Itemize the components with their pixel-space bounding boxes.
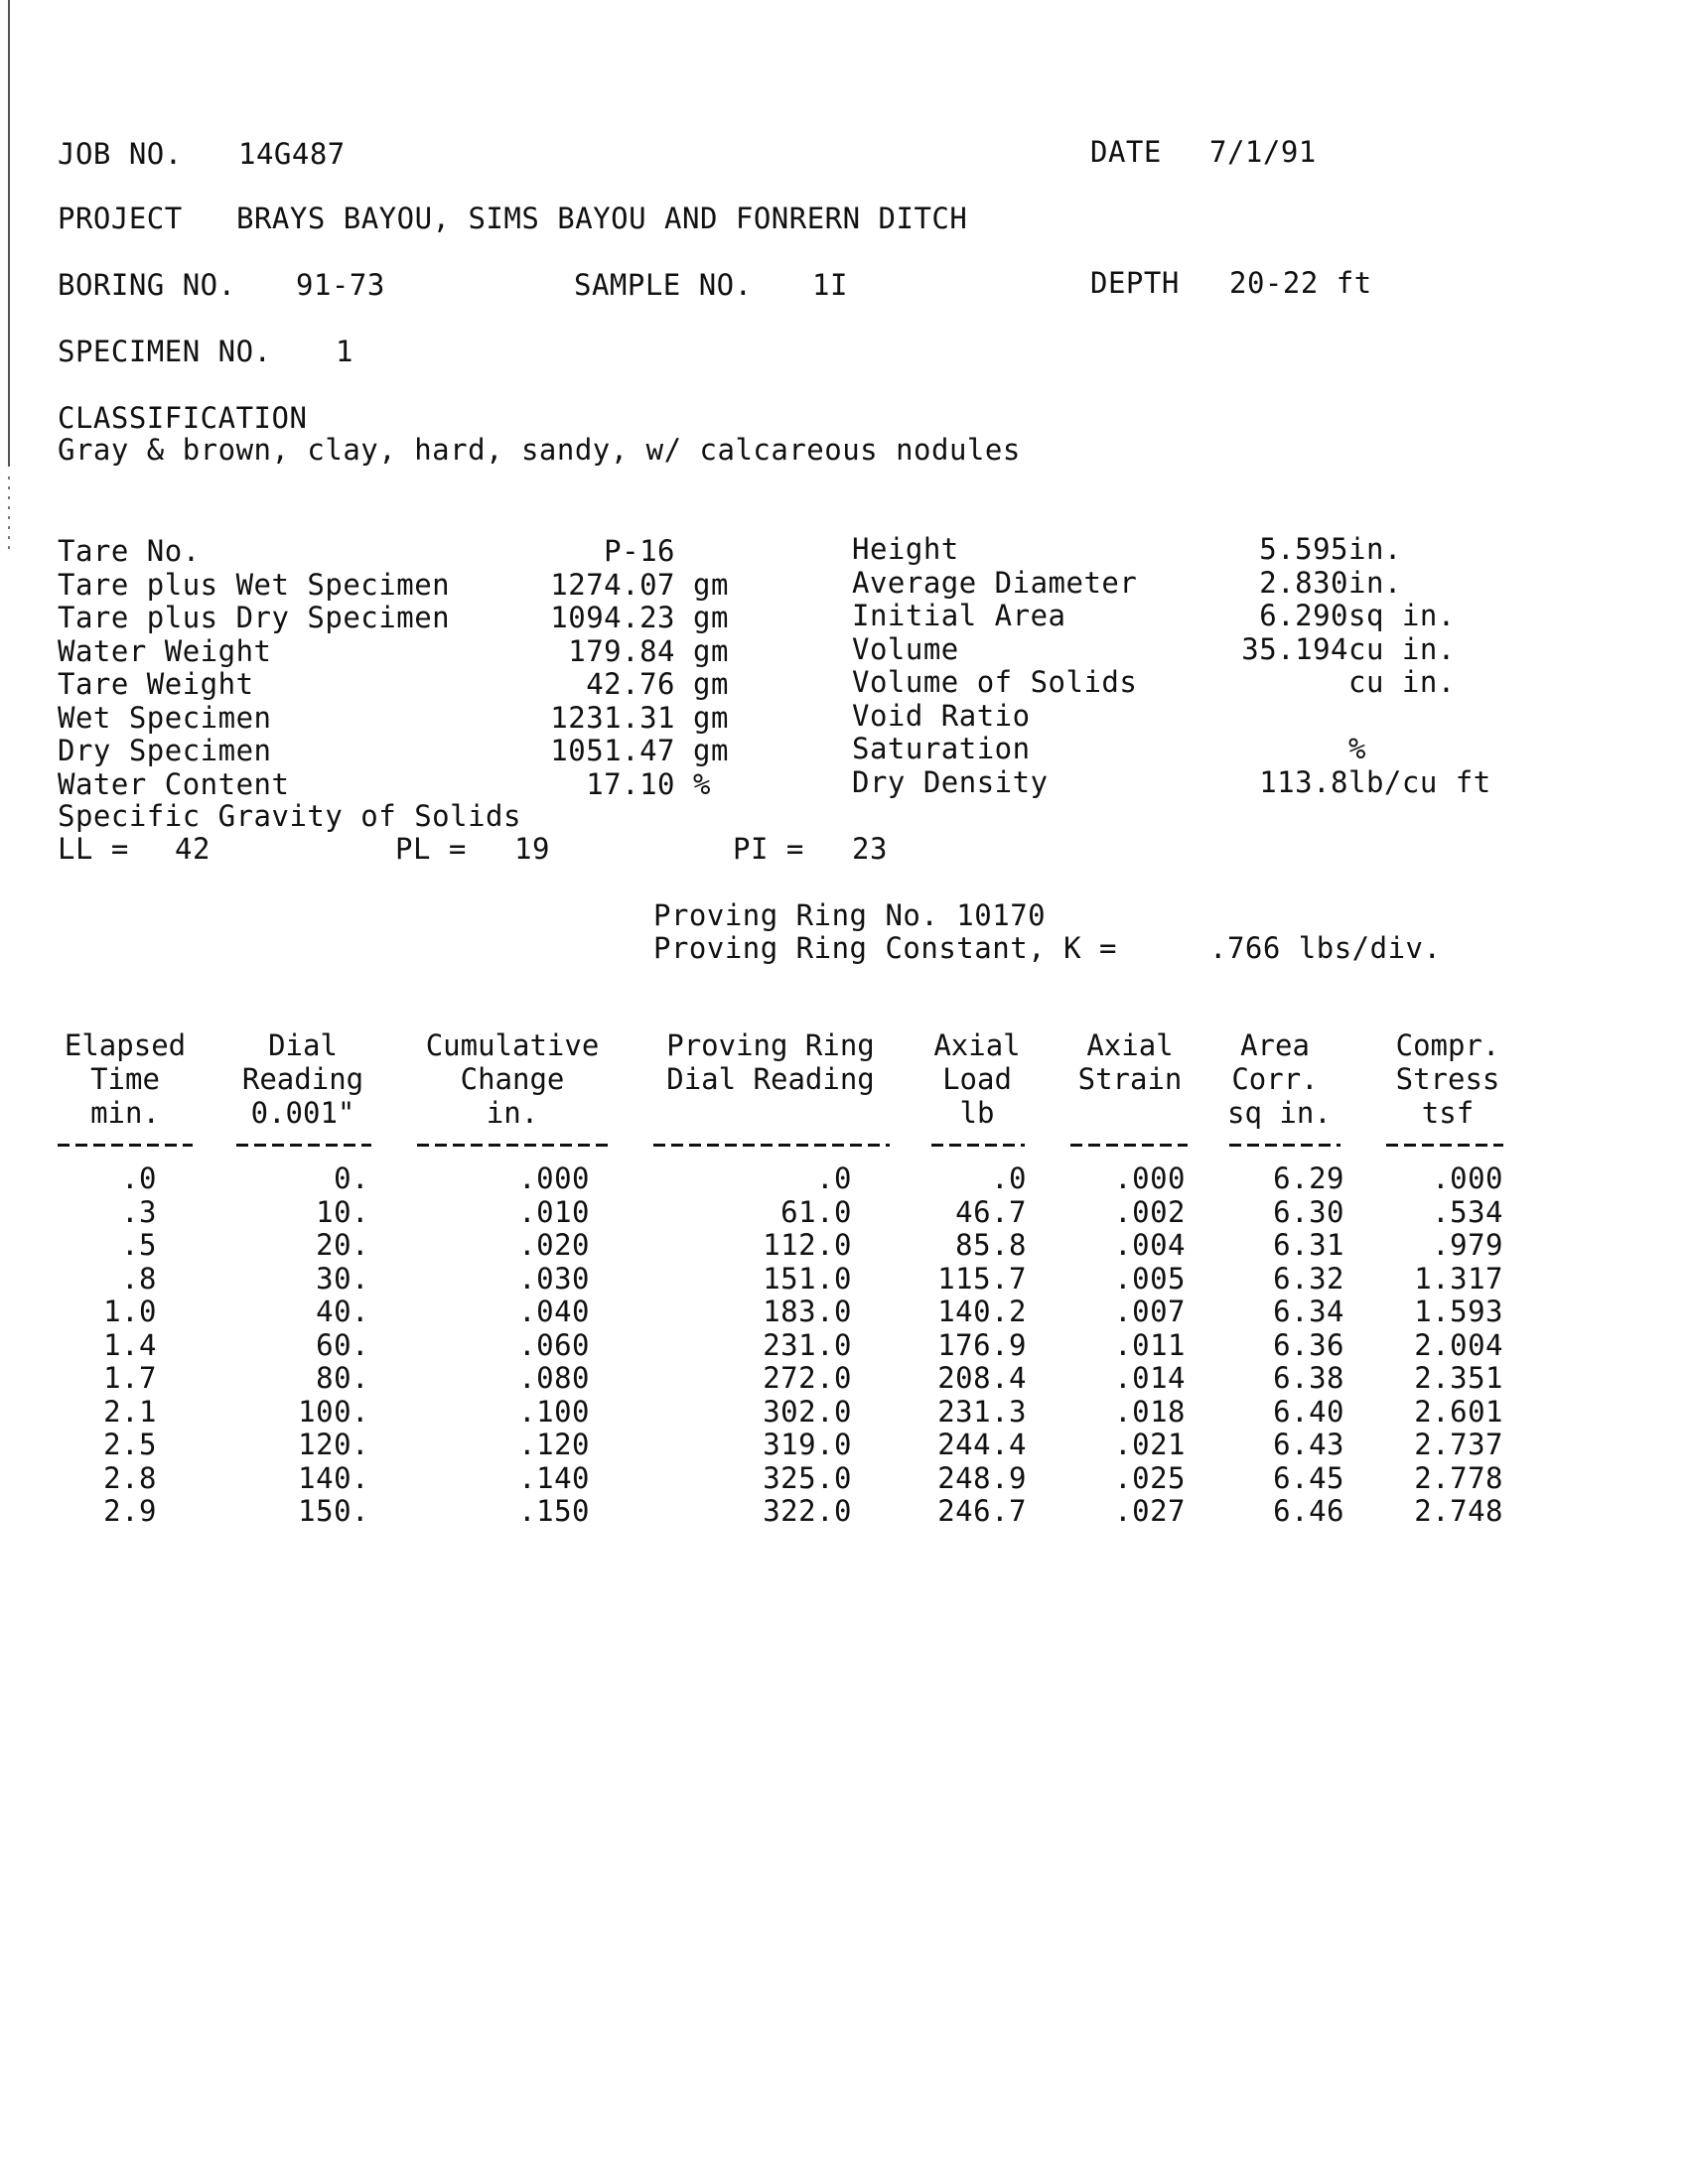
table-cell: 6.29 — [1273, 1161, 1344, 1195]
pi-value: 23 — [852, 832, 888, 866]
prop-label: Volume of Solids — [852, 665, 1138, 699]
table-cell: 1.317 — [1414, 1261, 1503, 1296]
table-cell: 140. — [298, 1460, 369, 1495]
table-cell: 2.778 — [1414, 1460, 1503, 1495]
table-cell: 10. — [316, 1194, 369, 1229]
table-cell: 100. — [298, 1394, 369, 1429]
table-cell: 246.7 — [937, 1494, 1027, 1528]
prop-unit: sq in. — [1348, 599, 1456, 632]
prop-label: Tare plus Wet Specimen — [58, 567, 451, 602]
prop-unit: gm — [693, 667, 729, 701]
table-cell: 80. — [316, 1361, 369, 1395]
table-cell: 115.7 — [937, 1261, 1027, 1296]
prop-label: Wet Specimen — [58, 700, 272, 735]
table-cell: 6.45 — [1273, 1460, 1344, 1495]
prop-unit: cu in. — [1348, 631, 1456, 666]
table-header: Cumulative Change in. — [425, 1028, 600, 1130]
table-cell: .080 — [518, 1361, 590, 1395]
table-cell: .040 — [518, 1295, 590, 1328]
table-cell: 150. — [298, 1494, 369, 1528]
table-cell: .150 — [518, 1494, 590, 1528]
table-cell: 6.31 — [1273, 1228, 1344, 1262]
table-cell: 120. — [298, 1428, 369, 1461]
project-value: BRAYS BAYOU, SIMS BAYOU AND FONRERN DITCH — [236, 202, 968, 235]
table-cell: 6.30 — [1273, 1194, 1344, 1229]
job-label: JOB NO. — [58, 137, 183, 171]
table-cell: .0 — [816, 1161, 852, 1195]
table-cell: 6.40 — [1273, 1394, 1344, 1429]
table-cell: .011 — [1114, 1327, 1186, 1362]
table-cell: 176.9 — [937, 1327, 1027, 1362]
table-cell: 2.1 — [103, 1394, 157, 1429]
table-cell: 6.46 — [1273, 1494, 1344, 1528]
header-dash-rule — [1229, 1144, 1340, 1147]
table-cell: 2.8 — [103, 1460, 157, 1495]
table-cell: 302.0 — [763, 1394, 852, 1429]
table-cell: 231.3 — [937, 1394, 1027, 1429]
table-header: Elapsed Time min. — [64, 1028, 187, 1130]
header-dash-rule — [653, 1144, 890, 1147]
table-cell: 2.351 — [1414, 1361, 1503, 1395]
proving-ring-constant-value: .766 lbs/div. — [1209, 931, 1442, 965]
prop-label: Water Weight — [58, 633, 272, 668]
pl-label: PL = — [395, 832, 467, 866]
table-cell: .534 — [1432, 1194, 1503, 1229]
prop-value: 1231.31 — [550, 700, 675, 735]
table-cell: 2.748 — [1414, 1494, 1503, 1528]
table-cell: .010 — [518, 1194, 590, 1229]
boring-value: 91-73 — [296, 268, 385, 302]
table-cell: .5 — [121, 1228, 157, 1262]
header-dash-rule — [58, 1144, 193, 1147]
prop-unit: gm — [693, 601, 729, 634]
date-value: 7/1/91 — [1209, 135, 1317, 169]
header-dash-rule — [236, 1144, 371, 1147]
table-cell: .030 — [518, 1261, 590, 1296]
prop-label: Void Ratio — [852, 698, 1031, 733]
table-cell: .007 — [1114, 1295, 1186, 1328]
prop-unit: gm — [693, 700, 729, 735]
prop-value: 6.290 — [1259, 599, 1348, 632]
depth-label: DEPTH — [1090, 266, 1180, 300]
prop-label: Saturation — [852, 732, 1031, 765]
table-cell: 272.0 — [763, 1361, 852, 1395]
pl-value: 19 — [514, 832, 550, 866]
table-cell: 61.0 — [780, 1194, 852, 1229]
table-cell: 183.0 — [763, 1295, 852, 1328]
prop-unit: lb/cu ft — [1348, 764, 1491, 799]
table-cell: .014 — [1114, 1361, 1186, 1395]
proving-ring-number: Proving Ring No. 10170 — [653, 898, 1047, 932]
left-margin-dots — [8, 477, 10, 556]
table-cell: 2.601 — [1414, 1394, 1503, 1429]
prop-label: Tare plus Dry Specimen — [58, 601, 451, 634]
prop-unit: in. — [1348, 565, 1402, 600]
prop-value: 1051.47 — [550, 734, 675, 767]
table-cell: 60. — [316, 1327, 369, 1362]
ll-value: 42 — [175, 832, 211, 866]
prop-value: 1274.07 — [550, 567, 675, 602]
prop-value: 2.830 — [1259, 565, 1348, 600]
table-cell: .0 — [121, 1161, 157, 1195]
table-header: Compr. Stress tsf — [1395, 1028, 1500, 1130]
table-cell: 1.4 — [103, 1327, 157, 1362]
project-label: PROJECT — [58, 202, 183, 235]
prop-unit: % — [693, 766, 711, 801]
table-cell: 85.8 — [955, 1228, 1027, 1262]
header-dash-rule — [417, 1144, 612, 1147]
table-cell: .000 — [1114, 1161, 1186, 1195]
table-cell: 231.0 — [763, 1327, 852, 1362]
date-label: DATE — [1090, 135, 1162, 169]
ll-label: LL = — [58, 832, 129, 866]
table-cell: 1.593 — [1414, 1295, 1503, 1328]
table-cell: .000 — [518, 1161, 590, 1195]
table-cell: 140.2 — [937, 1295, 1027, 1328]
table-cell: 2.004 — [1414, 1327, 1503, 1362]
sample-value: 1I — [812, 268, 848, 302]
prop-value: 17.10 — [586, 766, 675, 801]
table-cell: 319.0 — [763, 1428, 852, 1461]
proving-ring-constant-label: Proving Ring Constant, K = — [653, 931, 1117, 965]
table-cell: .0 — [991, 1161, 1027, 1195]
specific-gravity-label: Specific Gravity of Solids — [58, 799, 521, 833]
prop-label: Volume — [852, 631, 959, 666]
table-header: Axial Strain — [1077, 1028, 1183, 1096]
table-cell: 40. — [316, 1295, 369, 1328]
table-cell: 6.43 — [1273, 1428, 1344, 1461]
left-margin-line — [8, 0, 10, 467]
table-cell: .000 — [1432, 1161, 1503, 1195]
table-cell: .8 — [121, 1261, 157, 1296]
table-cell: .020 — [518, 1228, 590, 1262]
prop-label: Dry Density — [852, 764, 1049, 799]
prop-value: 42.76 — [586, 667, 675, 701]
prop-label: Initial Area — [852, 599, 1066, 632]
table-cell: 0. — [334, 1161, 369, 1195]
prop-unit: cu in. — [1348, 665, 1456, 699]
pi-label: PI = — [733, 832, 804, 866]
table-cell: .025 — [1114, 1460, 1186, 1495]
specimen-label: SPECIMEN NO. — [58, 335, 272, 368]
table-cell: .021 — [1114, 1428, 1186, 1461]
header-dash-rule — [931, 1144, 1025, 1147]
table-cell: 6.34 — [1273, 1295, 1344, 1328]
table-cell: .120 — [518, 1428, 590, 1461]
sample-label: SAMPLE NO. — [574, 268, 753, 302]
header-dash-rule — [1386, 1144, 1503, 1147]
table-cell: .018 — [1114, 1394, 1186, 1429]
table-cell: 20. — [316, 1228, 369, 1262]
table-cell: 2.5 — [103, 1428, 157, 1461]
table-cell: .027 — [1114, 1494, 1186, 1528]
table-cell: .979 — [1432, 1228, 1503, 1262]
table-cell: 2.737 — [1414, 1428, 1503, 1461]
job-value: 14G487 — [238, 137, 346, 171]
table-cell: 30. — [316, 1261, 369, 1296]
prop-value: 113.8 — [1259, 764, 1348, 799]
prop-label: Dry Specimen — [58, 734, 272, 767]
boring-label: BORING NO. — [58, 268, 236, 302]
table-cell: .004 — [1114, 1228, 1186, 1262]
table-header: Dial Reading 0.001" — [241, 1028, 364, 1130]
table-header: Area Corr. sq in. — [1227, 1028, 1332, 1130]
table-cell: 46.7 — [955, 1194, 1027, 1229]
table-header: Proving Ring Dial Reading — [666, 1028, 875, 1096]
prop-value: 179.84 — [568, 633, 675, 668]
specimen-value: 1 — [336, 335, 353, 368]
prop-unit: in. — [1348, 532, 1402, 566]
table-cell: 112.0 — [763, 1228, 852, 1262]
prop-label: Average Diameter — [852, 565, 1138, 600]
classification-value: Gray & brown, clay, hard, sandy, w/ calcareous nodules — [58, 433, 1021, 467]
table-cell: 208.4 — [937, 1361, 1027, 1395]
depth-value: 20-22 ft — [1229, 266, 1372, 300]
prop-value: P-16 — [604, 534, 675, 568]
prop-label: Water Content — [58, 766, 290, 801]
table-cell: 151.0 — [763, 1261, 852, 1296]
prop-unit: gm — [693, 567, 729, 602]
table-cell: .005 — [1114, 1261, 1186, 1296]
prop-value: 1094.23 — [550, 601, 675, 634]
table-cell: 325.0 — [763, 1460, 852, 1495]
table-header: Axial Load lb — [933, 1028, 1021, 1130]
table-cell: .060 — [518, 1327, 590, 1362]
classification-label: CLASSIFICATION — [58, 401, 308, 435]
table-cell: .100 — [518, 1394, 590, 1429]
table-cell: 1.0 — [103, 1295, 157, 1328]
prop-unit: % — [1348, 732, 1366, 765]
table-cell: 322.0 — [763, 1494, 852, 1528]
table-cell: 6.32 — [1273, 1261, 1344, 1296]
prop-value: 35.194 — [1241, 631, 1348, 666]
prop-unit: gm — [693, 734, 729, 767]
prop-value: 5.595 — [1259, 532, 1348, 566]
prop-unit: gm — [693, 633, 729, 668]
table-cell: .002 — [1114, 1194, 1186, 1229]
prop-label: Tare Weight — [58, 667, 254, 701]
prop-label: Tare No. — [58, 534, 201, 568]
table-cell: 1.7 — [103, 1361, 157, 1395]
table-cell: .3 — [121, 1194, 157, 1229]
table-cell: 6.36 — [1273, 1327, 1344, 1362]
table-cell: 248.9 — [937, 1460, 1027, 1495]
table-cell: 2.9 — [103, 1494, 157, 1528]
table-cell: 244.4 — [937, 1428, 1027, 1461]
prop-label: Height — [852, 532, 959, 566]
table-cell: 6.38 — [1273, 1361, 1344, 1395]
table-cell: .140 — [518, 1460, 590, 1495]
header-dash-rule — [1070, 1144, 1188, 1147]
